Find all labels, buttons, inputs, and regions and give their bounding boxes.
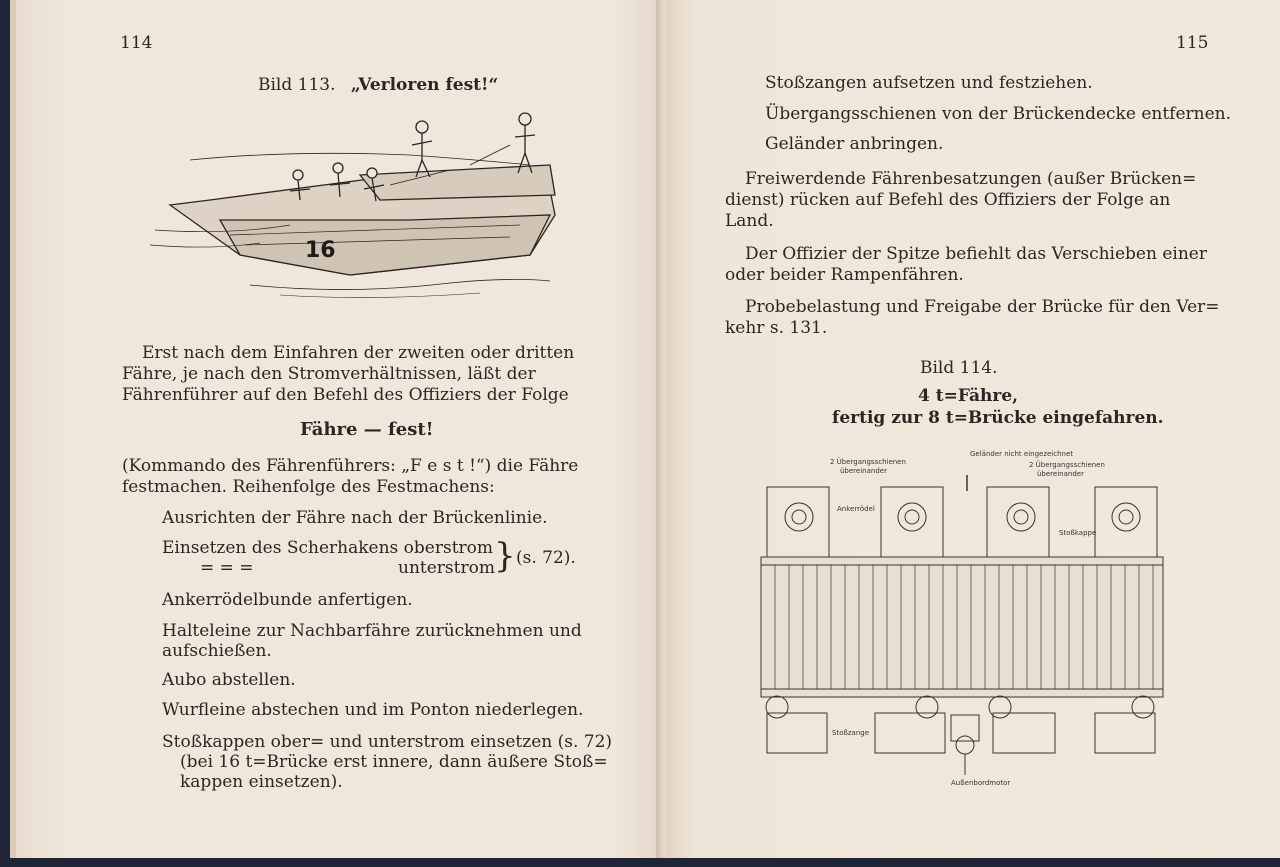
label-railing: Geländer nicht eingezeichnet bbox=[970, 450, 1074, 458]
right-step-2: Übergangsschienen von der Brückendecke entfernen. bbox=[765, 104, 1231, 124]
right-step-3: Geländer anbringen. bbox=[765, 134, 944, 154]
step-7c: kappen einsetzen). bbox=[180, 772, 343, 792]
step-2b: unterstrom bbox=[398, 558, 495, 578]
label-outboard: Außenbordmotor bbox=[951, 779, 1011, 787]
step-7b: (bei 16 t=Brücke erst innere, dann äußere Stoß= bbox=[180, 752, 608, 772]
figure-title: „Verloren fest!“ bbox=[350, 75, 499, 95]
figure-caption-113 bbox=[258, 75, 498, 95]
para2-line1: Der Offizier der Spitze befiehlt das Verschieben einer bbox=[745, 244, 1207, 264]
step-2-reference: (s. 72). bbox=[516, 548, 576, 568]
step-5: Aubo abstellen. bbox=[162, 670, 296, 690]
brace-symbol: } bbox=[494, 536, 516, 576]
label-rails-right-1: 2 Übergangsschienen bbox=[1029, 461, 1105, 469]
para1-line3: Land. bbox=[725, 211, 774, 231]
label-rails-left-2: übereinander bbox=[840, 467, 887, 475]
label-rails-right-2: übereinander bbox=[1037, 470, 1084, 478]
book-gutter bbox=[656, 0, 666, 858]
paragraph1-line2: Fähre, je nach den Stromverhältnissen, läßt der bbox=[122, 364, 536, 384]
figure-114-label: Bild 114. bbox=[920, 358, 998, 378]
para3-line1: Probebelastung und Freigabe der Brücke für den Ver= bbox=[745, 297, 1220, 317]
paragraph2-line2: festmachen. Reihenfolge des Festmachens: bbox=[122, 477, 495, 497]
step-7a: Stoßkappen ober= und unterstrom einsetzen (s. 72) bbox=[162, 732, 613, 752]
ferry-diagram bbox=[755, 445, 1175, 795]
paragraph1-line1: Erst nach dem Einfahren der zweiten oder dritten bbox=[142, 343, 575, 363]
label-bumper: Stoßkappe bbox=[1059, 529, 1097, 537]
page-number-left: 114 bbox=[120, 33, 153, 53]
command-text: Fähre — fest! bbox=[300, 419, 434, 440]
paragraph1-line3: Fährenführer auf den Befehl des Offiziers der Folge bbox=[122, 385, 569, 405]
label-rails-left-1: 2 Übergangsschienen bbox=[830, 458, 906, 466]
step-2-ditto: = = = bbox=[200, 558, 254, 578]
para2-line2: oder beider Rampenfähren. bbox=[725, 265, 964, 285]
step-4a: Halteleine zur Nachbarfähre zurücknehmen und bbox=[162, 621, 582, 641]
para3-line2: kehr s. 131. bbox=[725, 318, 828, 338]
step-2a: Einsetzen des Scherhakens oberstrom bbox=[162, 538, 494, 558]
figure-114-title2: fertig zur 8 t=Brücke eingefahren. bbox=[832, 408, 1164, 428]
label-clamp: Stoßzange bbox=[832, 729, 870, 737]
paragraph2-line1: (Kommando des Fährenführers: „F e s t !“) die Fähre bbox=[122, 456, 579, 476]
right-step-1: Stoßzangen aufsetzen und festziehen. bbox=[765, 73, 1093, 93]
step-6: Wurfleine abstechen und im Ponton niederlegen. bbox=[162, 700, 584, 720]
label-anchor: Ankerrödel bbox=[837, 505, 875, 513]
figure-label: Bild 113. bbox=[258, 75, 336, 95]
step-3: Ankerrödelbunde anfertigen. bbox=[162, 590, 413, 610]
step-4b: aufschießen. bbox=[162, 641, 272, 661]
para1-line2: dienst) rücken auf Befehl des Offiziers der Folge an bbox=[725, 190, 1171, 210]
figure-114-title1: 4 t=Fähre, bbox=[918, 386, 1019, 406]
boat-illustration bbox=[150, 105, 570, 305]
step-1: Ausrichten der Fähre nach der Brückenlinie. bbox=[162, 508, 548, 528]
boat-number: 16 bbox=[305, 238, 336, 263]
para1-line1: Freiwerdende Fährenbesatzungen (außer Brücken= bbox=[745, 169, 1197, 189]
page-number-right: 115 bbox=[1176, 33, 1209, 53]
